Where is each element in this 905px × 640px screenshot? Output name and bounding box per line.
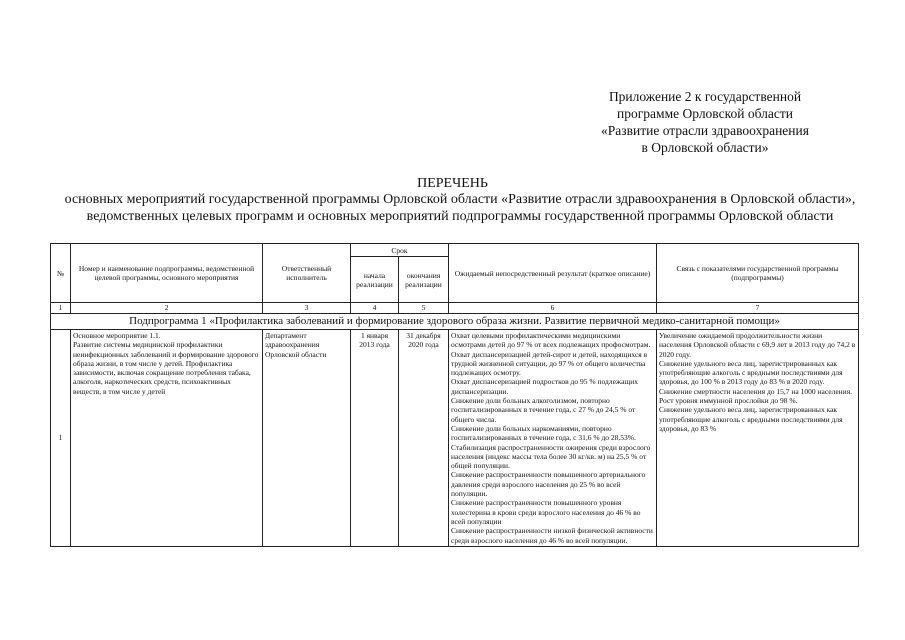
row-start-date: 1 января 2013 года (351, 330, 399, 547)
header-end: окончания реализации (399, 257, 449, 303)
row-program-link: Увеличение ожидаемой продолжительности жизни населения Орловской области с 69,9 лет в 2013 году до 74,2 в 2020 году. Снижение удельного веса лиц, зарегистрированных как употребляющие алкоголь с вредными последствиями для здоровья, до 100 % в 2013 году до 83 % в 2020 году. Снижение смертности населения до 15,7 на 1000 населения. Рост уровня иммунной прослойки до 98 %. Снижение удельного веса лиц, зарегистрированных как употребляющие алкоголь с вредными последствиями для здоровья, до 83 % (657, 330, 859, 547)
column-number: 3 (263, 303, 351, 314)
header-no: № (51, 244, 71, 303)
document-title: ПЕРЕЧЕНЬ (417, 176, 488, 191)
appendix-line-2: программе Орловской области (617, 106, 793, 121)
appendix-block (580, 88, 830, 156)
header-term: Срок (351, 244, 449, 257)
appendix-line-4: в Орловской области» (641, 140, 769, 155)
row-number: 1 (51, 330, 71, 547)
column-number: 2 (71, 303, 263, 314)
appendix-line-1: Приложение 2 к государственной (608, 89, 802, 104)
subprogram-title: Подпрограмма 1 «Профилактика заболеваний и формирование здорового образа жизни. Развитие первичной медико-санитарной помощи» (51, 314, 859, 330)
row-end-date: 31 декабря 2020 года (399, 330, 449, 547)
header-link: Связь с показателями государственной программы (подпрограммы) (657, 244, 859, 303)
subprogram-row (51, 314, 859, 330)
document-subtitle: основных мероприятий государственной программы Орловской области «Развитие отрасли здравоохранения в Орловской области», ведомственных целевых программ и основных мероприятий подпрограммы государственной программы Орловской области (64, 192, 856, 224)
column-number: 6 (449, 303, 657, 314)
column-numbers-row (51, 303, 859, 314)
table-row (51, 330, 859, 547)
column-number: 4 (351, 303, 399, 314)
row-measure-name: Основное мероприятие 1.1. Развитие системы медицинской профилактики неинфекционных заболеваний и формирование здорового образа жизни, в том числе у детей. Профилактика зависимости, включая сокращение потребления табака, алкоголя, наркотических средств, психоактивных веществ, в том числе у детей (71, 330, 263, 547)
header-executor: Ответственный исполнитель (263, 244, 351, 303)
measures-table (50, 243, 859, 547)
appendix-line-3: «Развитие отрасли здравоохранения (601, 123, 809, 138)
header-result: Ожидаемый непосредственный результат (краткое описание) (449, 244, 657, 303)
header-start: начала реализации (351, 257, 399, 303)
header-row (51, 244, 859, 257)
column-number: 5 (399, 303, 449, 314)
column-number: 7 (657, 303, 859, 314)
row-expected-result: Охват целевыми профилактическими медицинскими осмотрами детей до 97 % от всех подлежащих профосмотрам. Охват диспансеризацией детей-сирот и детей, находящихся в трудной жизненной ситуации, до 97 % от общего количества подлежащих осмотру. Охват диспансеризацией подростков до 95 % подлежащих диспансеризации. Снижение доли больных алкоголизмом, повторно госпитализированных в течение года, с 27 % до 24,5 % от общего числа. Снижение доли больных наркоманиями, повторно госпитализированных в течение года, с 31,6 % до 28,53%. Стабилизация распространенности ожирения среди взрослого населения (индекс массы тела более 30 кг/кв. м) на 25,5 % от общей популяции. Снижение распространенности повышенного артериального давления среди взрослого населения до 25 % во всей популяции. Снижение распространенности повышенного уровня холестерина в крови среди взрослого населения до 46 % во всей популяции Снижение распространенности низкой физической активности среди взрослого населения до 46 % во всей популяции. (449, 330, 657, 547)
header-name: Номер и наименование подпрограммы, ведомственной целевой программы, основного мероприятия (71, 244, 263, 303)
row-executor: Департамент здравоохранения Орловской области (263, 330, 351, 547)
column-number: 1 (51, 303, 71, 314)
